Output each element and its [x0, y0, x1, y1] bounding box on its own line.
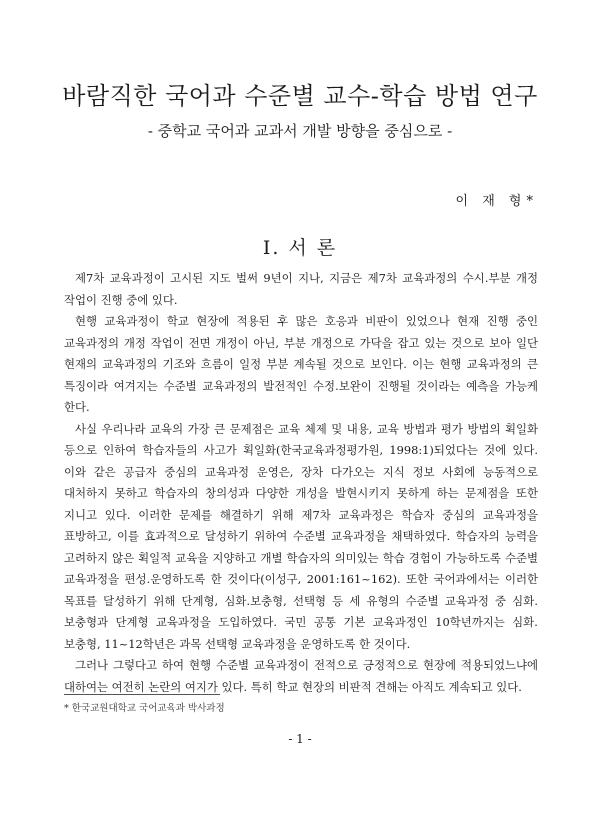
page-number: - 1 - — [288, 732, 312, 746]
footnote: * 한국교원대학교 국어교육과 박사과정 — [64, 703, 225, 714]
section-heading: Ⅰ. 서 론 — [262, 237, 338, 259]
footnote-divider — [64, 694, 220, 695]
paragraph-3: 사실 우리나라 교육의 가장 큰 문제점은 교육 체제 및 내용, 교육 방법과 평가 방법의 획일화 등으로 인하여 학습자들의 사고가 획일화(한국교육과정평가원, 1998:1)되었다는 것에 있다. 이와 같은 공급자 중심의 교육과정 운영은, 장차 다가오는 지식 정보 사회에 능동적으로 대처하지 못하고 학습자의 창의성과 다양한 개성을 발현시키지 못하게 하는 문제점을 또한 지니고 있다. 이러한 문제를 해결하기 위해 제7차 교육과정은 학습자 중심의 교육과정을 표방하고, 이를 효과적으로 달성하기 위하여 수준별 교육과정을 채택하였다. 학습자의 능력을 고려하지 않은 획일적 교육을 지양하고 개별 학습자의 의미있는 학습 경험이 가능하도록 수준별 교육과정을 편성․운영하도록 한 것이다(이성구, 2001:161~162). 또한 국어과에서는 이러한 목표를 달성하기 위해 단계형, 심화․보충형, 선택형 등 세 유형의 수준별 교육과정 중 심화․보충형과 단계형 교육과정을 도입하였다. 국민 공통 기본 교육과정인 10학년까지는 심화․보충형, 11~12학년은 과목 선택형 교육과정을 운영하도록 한 것이다. — [64, 421, 538, 651]
paragraph-1: 제7차 교육과정이 고시된 지도 벌써 9년이 지나, 지금은 제7차 교육과정의 수시․부분 개정 작업이 진행 중에 있다. — [64, 271, 538, 307]
body-text — [64, 268, 538, 698]
paper-subtitle: - 중학교 국어과 교과서 개발 방향을 중심으로 - — [147, 122, 453, 140]
author-name: 이 재 형* — [455, 194, 538, 209]
paper-title: 바람직한 국어과 수준별 교수-학습 방법 연구 — [62, 82, 538, 110]
paragraph-4: 그러나 그렇다고 하여 현행 수준별 교육과정이 전적으로 긍정적으로 현장에 적용되었느냐에 대하여는 여전히 논란의 여지가 있다. 특히 학교 현장의 비판적 견해는 아직도 계속되고 있다. — [64, 658, 538, 694]
paragraph-2: 현행 교육과정이 학교 현장에 적용된 후 많은 호응과 비판이 있었으나 현재 진행 중인 교육과정의 개정 작업이 전면 개정이 아닌, 부분 개정으로 가닥을 잡고 있는 것으로 보아 일단 현재의 교육과정의 기조와 흐름이 일정 부분 계속될 것으로 보인다. 이는 현행 교육과정의 큰 특징이라 여겨지는 수준별 교육과정의 발전적인 수정․보완이 진행될 것이라는 예측을 가능케 한다. — [64, 314, 538, 414]
